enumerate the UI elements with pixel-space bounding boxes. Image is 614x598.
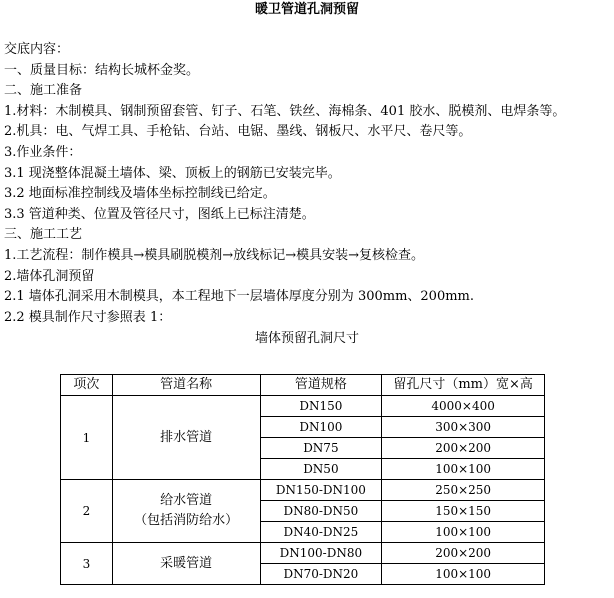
- body-text: [4, 40, 610, 328]
- opening-size-cell: 200×200: [382, 543, 545, 564]
- condition-3-3: 3.3 管道种类、位置及管径尺寸，图纸上已标注清楚。: [4, 206, 315, 222]
- pipe-spec-cell: DN50: [260, 459, 382, 480]
- header-item-no: 项次: [61, 375, 113, 396]
- opening-size-cell: 300×300: [382, 417, 545, 438]
- quality-goal: 一、质量目标：结构长城杯金奖。: [4, 62, 200, 78]
- opening-size-cell: 250×250: [382, 480, 545, 501]
- wall-opening-2-1: 2.1 墙体孔洞采用木制模具，本工程地下一层墙体厚度分别为 300mm、200mm.: [4, 289, 475, 305]
- item-no-cell: 3: [61, 543, 113, 585]
- work-conditions-heading: 3.作业条件：: [4, 144, 82, 160]
- table-row: [61, 396, 545, 417]
- opening-size-cell: 100×100: [382, 564, 545, 585]
- header-pipe-spec: 管道规格: [260, 375, 382, 396]
- section-intro: 交底内容：: [4, 42, 70, 57]
- opening-size-cell: 4000×400: [382, 396, 545, 417]
- pipe-spec-cell: DN100: [260, 417, 382, 438]
- document-title: 暖卫管道孔洞预留: [254, 2, 359, 17]
- pipe-name-text: 给水管道: [160, 493, 213, 508]
- condition-3-1: 3.1 现浇整体混凝土墙体、梁、顶板上的钢筋已安装完毕。: [4, 165, 341, 181]
- pipe-name-cell: [112, 396, 260, 480]
- pipe-name-cell: [112, 543, 260, 585]
- pipe-spec-cell: DN150-DN100: [260, 480, 382, 501]
- opening-size-table: [60, 374, 545, 585]
- table-header-row: [61, 375, 545, 396]
- pipe-spec-cell: DN40-DN25: [260, 522, 382, 543]
- condition-3-2: 3.2 地面标准控制线及墙体坐标控制线已给定。: [4, 186, 276, 202]
- materials-line: 1.材料：木制模具、钢制预留套管、钉子、石笔、铁丝、海棉条、401 胶水、脱模剂、电焊条等。: [4, 103, 566, 119]
- opening-size-cell: 100×100: [382, 522, 545, 543]
- pipe-spec-cell: DN75: [260, 438, 382, 459]
- pipe-name-text: 采暖管道: [160, 555, 213, 571]
- opening-size-cell: 100×100: [382, 459, 545, 480]
- pipe-name-note: （包括消防给水）: [134, 513, 239, 528]
- wall-opening-heading: 2.墙体孔洞预留: [4, 268, 95, 284]
- pipe-spec-cell: DN80-DN50: [260, 501, 382, 522]
- mold-size-2-2: 2.2 模具制作尺寸参照表 1：: [4, 309, 172, 325]
- header-opening-size: 留孔尺寸（mm）宽×高: [382, 375, 545, 396]
- pipe-spec-cell: DN100-DN80: [260, 543, 382, 564]
- section-preparation-heading: 二、施工准备: [4, 83, 83, 99]
- table-row: [61, 480, 545, 501]
- pipe-spec-cell: DN70-DN20: [260, 564, 382, 585]
- tools-line: 2.机具：电、气焊工具、手枪钻、台站、电锯、墨线、钢板尺、水平尺、卷尺等。: [4, 124, 472, 140]
- item-no-cell: 2: [61, 480, 113, 543]
- table-row: [61, 543, 545, 564]
- table-caption: 墙体预留孔洞尺寸: [254, 331, 359, 346]
- pipe-spec-cell: DN150: [260, 396, 382, 417]
- item-no-cell: 1: [61, 396, 113, 480]
- opening-size-cell: 200×200: [382, 438, 545, 459]
- pipe-name-text: 排水管道: [160, 429, 213, 445]
- header-pipe-name: 管道名称: [112, 375, 260, 396]
- section-process-heading: 三、施工工艺: [4, 227, 83, 243]
- opening-size-cell: 150×150: [382, 501, 545, 522]
- process-flow-line: 1.工艺流程：制作模具→模具刷脱模剂→放线标记→模具安装→复核检查。: [4, 247, 424, 263]
- pipe-name-cell: [112, 480, 260, 543]
